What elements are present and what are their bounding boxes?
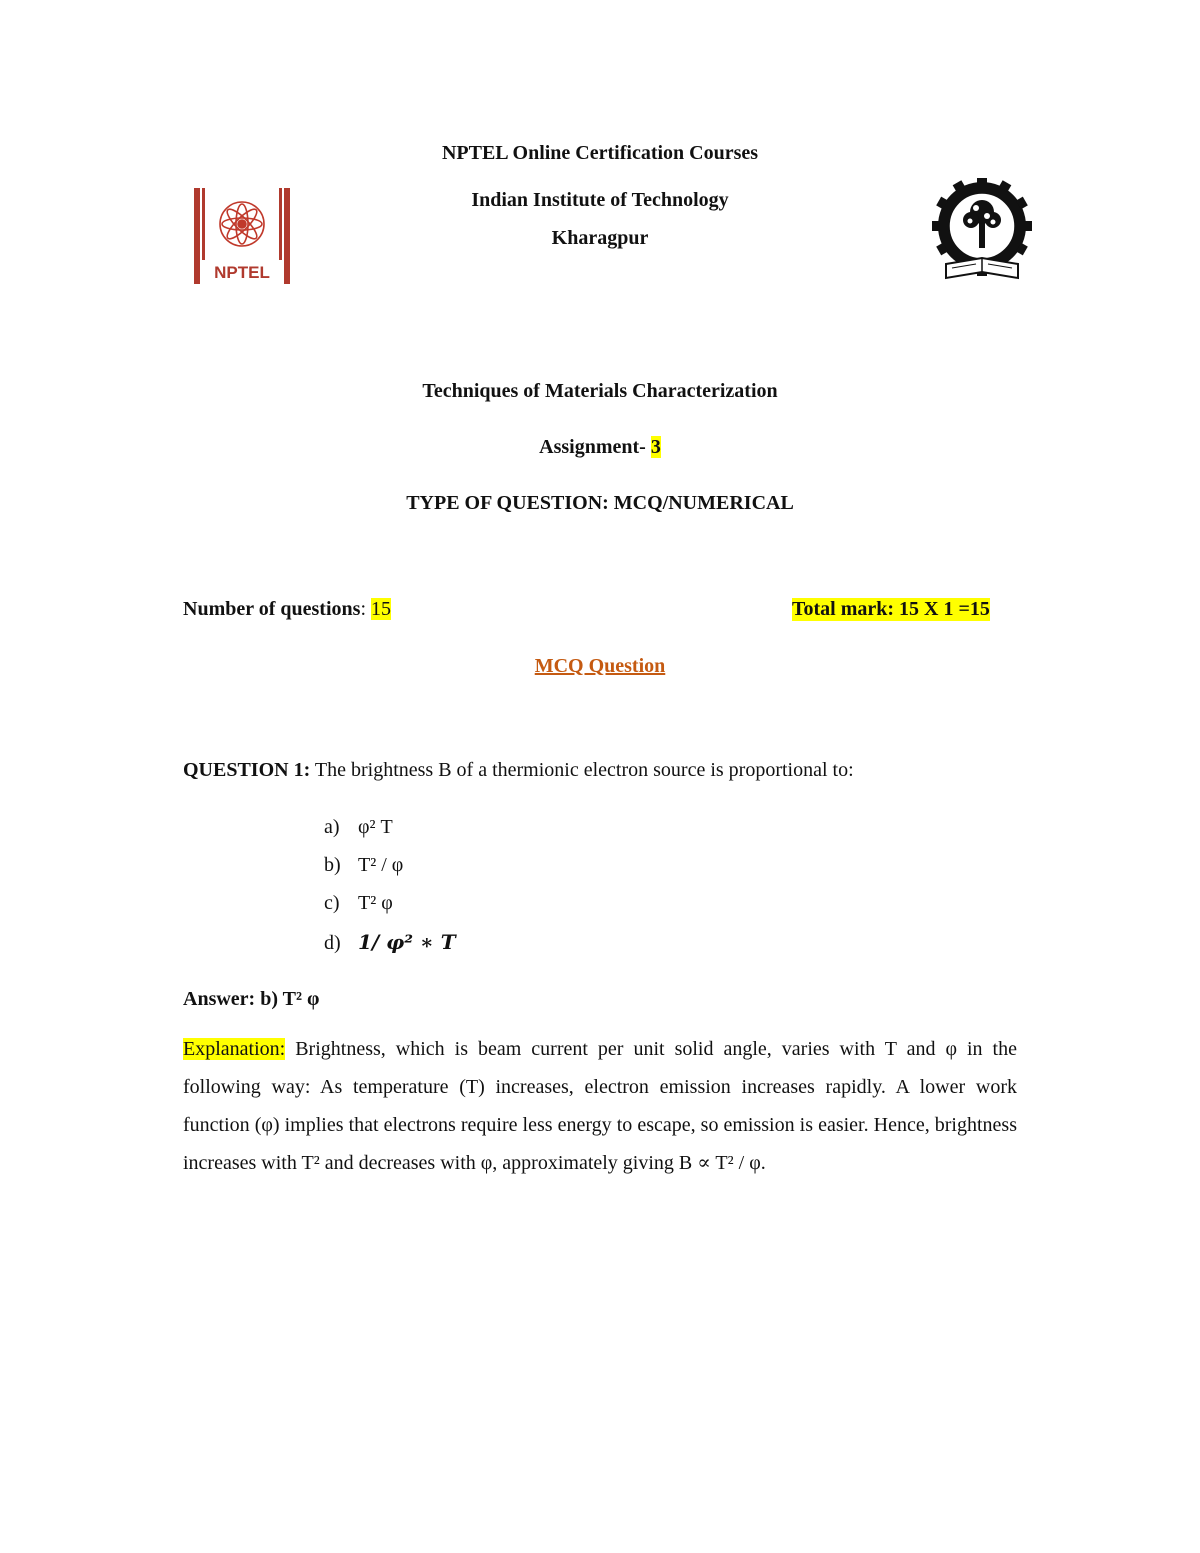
assignment-title (0, 436, 1200, 459)
option-letter: d) (324, 932, 341, 954)
option-d (324, 930, 456, 955)
option-c (324, 892, 393, 915)
option-letter: c) (324, 892, 340, 914)
section-heading: MCQ Question (534, 655, 666, 677)
iit-kharagpur-emblem-icon (932, 178, 1032, 284)
question-type: TYPE OF QUESTION: MCQ/NUMERICAL (406, 492, 794, 514)
question-text: The brightness B of a thermionic electron source is proportional to: (310, 759, 854, 781)
num-questions-label: Number of questions (183, 598, 361, 620)
question-1 (183, 759, 854, 782)
org-name: NPTEL Online Certification Courses (441, 142, 759, 164)
option-letter: b) (324, 854, 341, 876)
total-mark: Total mark: 15 X 1 =15 (792, 598, 990, 620)
institute-name: Indian Institute of Technology (471, 189, 729, 211)
answer: Answer: b) T² φ (183, 988, 320, 1010)
option-text: 1/ φ² ∗ T (358, 930, 456, 954)
option-text: T² φ (358, 892, 393, 914)
num-questions-value: 15 (371, 598, 391, 620)
option-a (324, 816, 393, 839)
explanation-label: Explanation: (183, 1038, 286, 1060)
explanation (183, 1030, 1017, 1182)
explanation-text: Brightness, which is beam current per unit solid angle, varies with T and φ in the following way: As temperature (T) increases, electron emission increases rapidly. A lower work function (φ) implies that electrons require less energy to escape, so emission is easier. Hence, brightness increases with T² and decreases with φ, approximately giving B ∝ T² / φ. (183, 1038, 1017, 1174)
option-b (324, 854, 403, 877)
course-title: Techniques of Materials Characterization (422, 380, 778, 402)
institute-location: Kharagpur (551, 227, 649, 249)
option-letter: a) (324, 816, 340, 838)
assignment-label: Assignment- (539, 436, 651, 458)
option-text: T² / φ (358, 854, 404, 876)
option-text: φ² T (358, 816, 393, 838)
num-questions-sep: : (360, 598, 371, 620)
nptel-logo-text: NPTEL (214, 263, 270, 282)
question-label: QUESTION 1: (183, 759, 311, 781)
number-of-questions (183, 598, 391, 621)
assignment-number: 3 (650, 436, 661, 458)
